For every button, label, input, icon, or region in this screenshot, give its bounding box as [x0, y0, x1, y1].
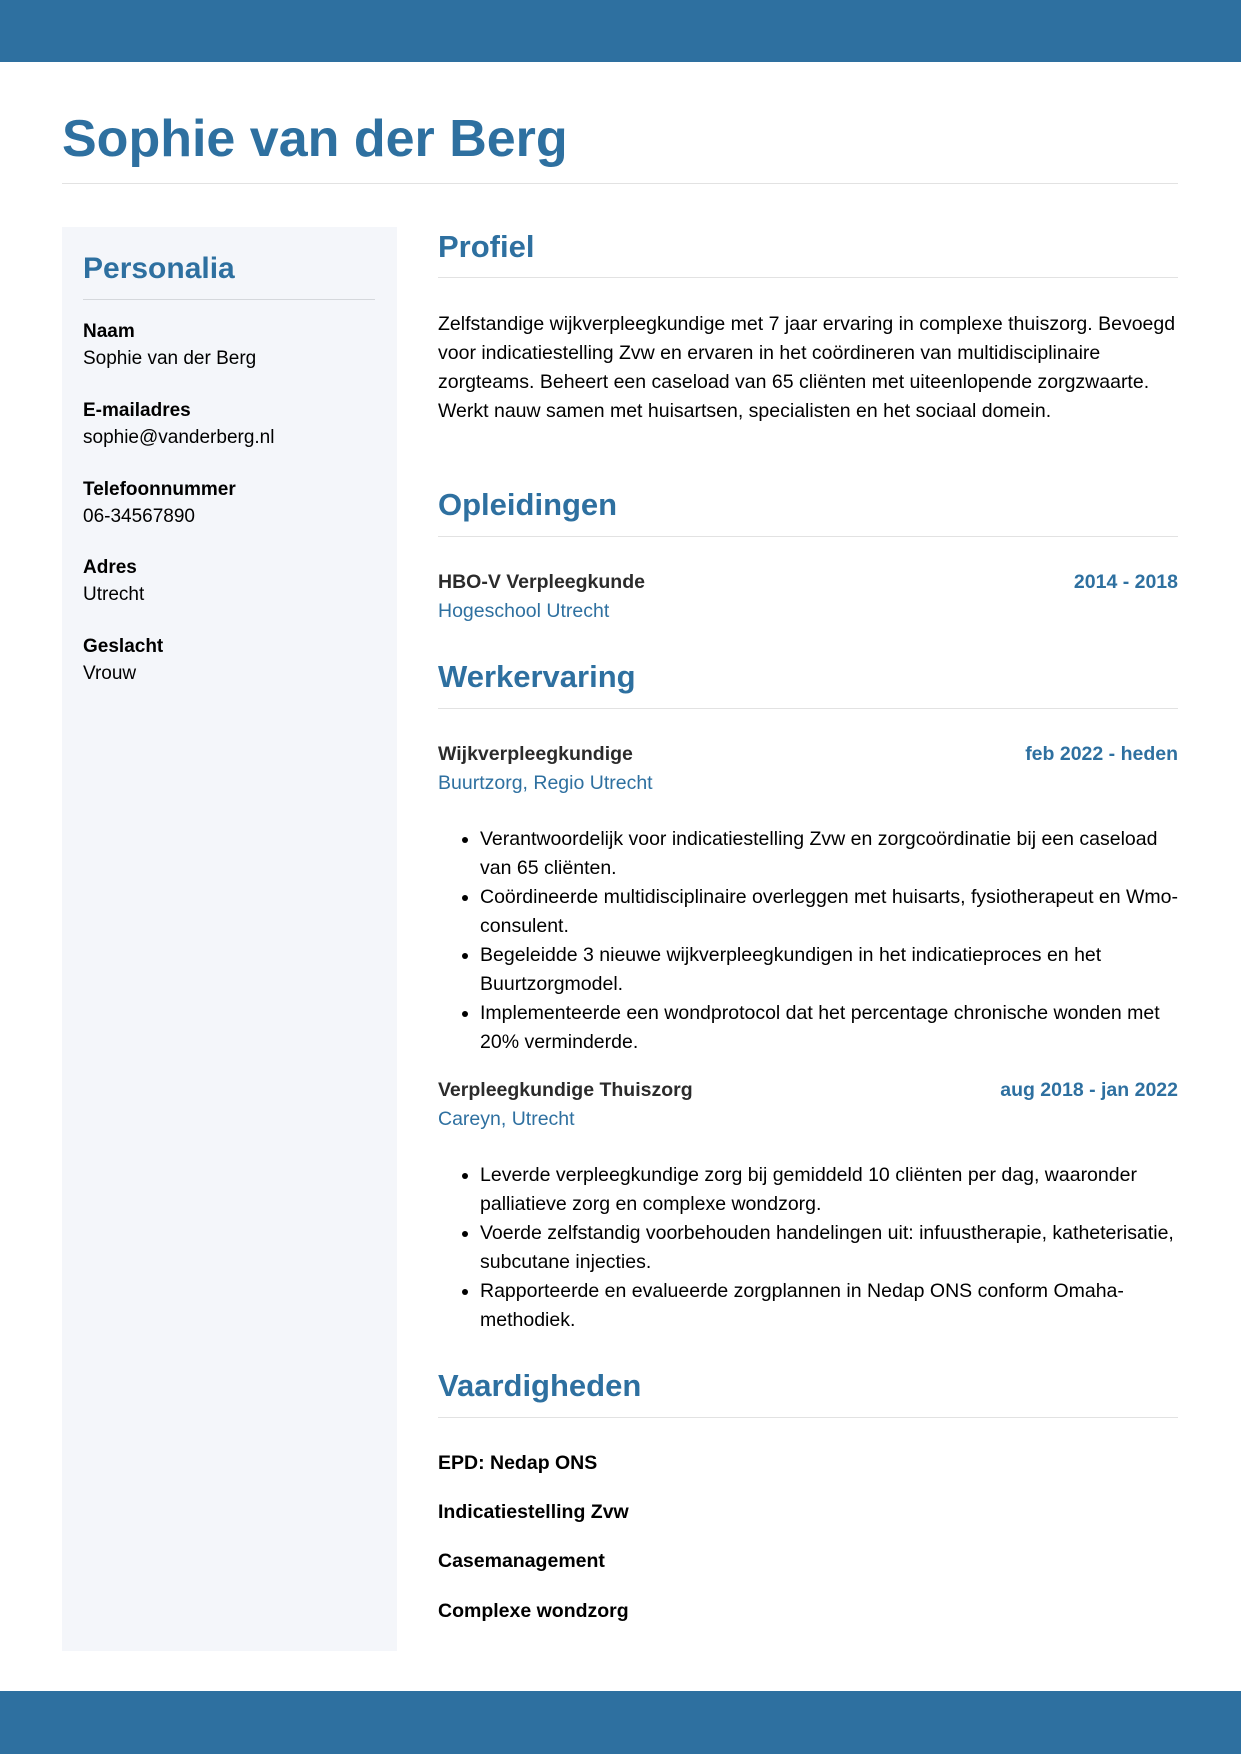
sidebar-divider: [83, 299, 375, 300]
list-item: • Leverde verpleegkundige zorg bij gemiddeld 10 cliënten per dag, waaronder palliatieve zorg en complexe wondzorg.: [480, 1161, 1178, 1219]
education-school: Hogeschool Utrecht: [438, 600, 610, 622]
list-item: • Voerde zelfstandig voorbehouden handelingen uit: infuustherapie, katheterisatie, subcutane injecties.: [480, 1219, 1178, 1277]
profile-summary: Zelfstandige wijkverpleegkundige met 7 jaar ervaring in complexe thuiszorg. Bevoegd voor indicatiestelling Zvw en ervaren in het coördineren van multidisciplinaire zorgteams. Beheert een caseload van 65 cliënten met uiteenlopende zorgzwaarte. Werkt nauw samen met huisartsen, specialisten en het sociaal domein.: [438, 313, 1176, 422]
field-value: sophie@vanderberg.nl: [83, 427, 275, 448]
job-title: Verpleegkundige Thuiszorg: [438, 1079, 693, 1101]
job-achievements: [438, 825, 1178, 1057]
list-item: • Verantwoordelijk voor indicatiestelling Zvw en zorgcoördinatie bij een caseload van 65 cliënten.: [480, 825, 1178, 883]
section-title-profile: Profiel: [438, 229, 535, 264]
personal-details-sidebar: [62, 227, 397, 1651]
list-item: • Begeleidde 3 nieuwe wijkverpleegkundigen in het indicatieproces en het Buurtzorgmodel.: [480, 941, 1178, 999]
education-period: 2014 - 2018: [1073, 571, 1178, 593]
field-address: [83, 555, 144, 609]
list-item: • Rapporteerde en evalueerde zorgplannen in Nedap ONS conform Omaha-methodiek.: [480, 1277, 1178, 1335]
section-title-skills: Vaardigheden: [438, 1368, 642, 1403]
field-value: Utrecht: [83, 584, 145, 605]
field-gender: [83, 634, 163, 688]
field-name: [83, 319, 256, 373]
top-banner: [0, 0, 1241, 62]
skill-item: Casemanagement: [438, 1550, 605, 1572]
education-degree: HBO-V Verpleegkunde: [438, 571, 645, 593]
name-divider: [62, 183, 1178, 184]
skill-item: Complexe wondzorg: [438, 1600, 629, 1622]
field-value: Sophie van der Berg: [83, 348, 257, 369]
section-divider: [438, 277, 1178, 278]
field-label: E-mailadres: [83, 400, 191, 421]
job-employer: Careyn, Utrecht: [438, 1108, 575, 1130]
field-phone: [83, 477, 236, 531]
section-title-experience: Werkervaring: [438, 659, 636, 694]
skill-item: Indicatiestelling Zvw: [438, 1501, 629, 1523]
job-period: feb 2022 - heden: [1025, 743, 1178, 765]
section-title-education: Opleidingen: [438, 487, 618, 522]
field-value: 06-34567890: [83, 506, 195, 527]
field-label: Geslacht: [83, 636, 164, 657]
section-divider: [438, 1417, 1178, 1418]
field-label: Telefoonnummer: [83, 479, 236, 500]
job-achievements: [438, 1161, 1178, 1335]
list-item: • Coördineerde multidisciplinaire overleggen met huisarts, fysiotherapeut en Wmo-consulent.: [480, 883, 1178, 941]
field-label: Naam: [83, 321, 135, 342]
list-item: • Implementeerde een wondprotocol dat het percentage chronische wonden met 20% verminderde.: [480, 999, 1178, 1057]
sidebar-title: Personalia: [83, 252, 235, 285]
section-divider: [438, 536, 1178, 537]
field-email: [83, 398, 274, 452]
candidate-name: Sophie van der Berg: [62, 110, 568, 168]
bottom-banner: [0, 1691, 1241, 1754]
job-title: Wijkverpleegkundige: [438, 743, 633, 765]
field-label: Adres: [83, 557, 137, 578]
field-value: Vrouw: [83, 663, 137, 684]
job-employer: Buurtzorg, Regio Utrecht: [438, 772, 653, 794]
skill-item: EPD: Nedap ONS: [438, 1452, 598, 1474]
section-divider: [438, 708, 1178, 709]
job-period: aug 2018 - jan 2022: [1000, 1079, 1178, 1101]
